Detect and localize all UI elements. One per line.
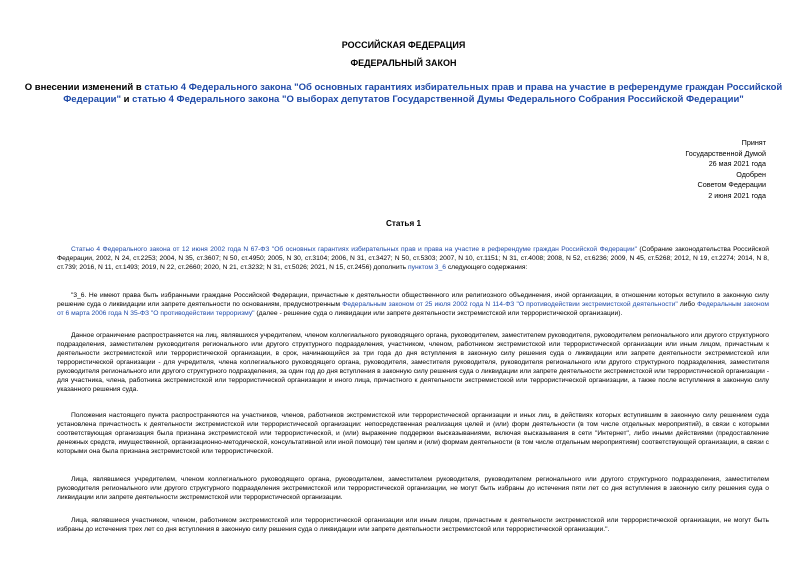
law-title [20, 82, 787, 106]
paragraph-2-tail: (далее - решение суда о ликвидации или запрете деятельности экстремистской или террористической организации). [254, 310, 623, 317]
article-paragraph-2 [57, 291, 769, 318]
article-paragraph-4 [57, 411, 769, 456]
article-paragraph-5 [57, 475, 769, 502]
country-heading: РОССИЙСКАЯ ФЕДЕРАЦИЯ [341, 40, 466, 50]
link-law-35fz[interactable]: Федеральным законом от 6 марта 2006 года N 35-ФЗ "О противодействии терроризму" [57, 301, 769, 317]
link-point-3-6[interactable]: пунктом 3_6 [407, 264, 446, 271]
title-text-1: О внесении изменений в [24, 82, 145, 93]
adoption-block [685, 138, 766, 201]
article-paragraph-1 [57, 245, 769, 272]
adopted-by: Государственной Думой [685, 148, 766, 158]
approved-by: Советом Федерации [697, 180, 766, 189]
article-paragraph-3 [57, 331, 769, 394]
paragraph-1-text: (Собрание законодательства Российской Федерации, 2002, N 24, ст.2253; 2004, N 35, ст.3607; N 50, ст.4950; 2005, N 30, ст.3104; 2006, N 31, ст.3427; N 50, ст.5303; 2007, N 10, ст.1151; N 31, ст.4008; 2008, N 52, ст.6236; 2009, N 45, ст.5268; 2012, N 19, ст.2274; 2014, N 8, ст.739; 2016, N 11, ст.1493; 2019, N 22, ст.2660; 2020, N 21, ст.3232; N 31, ст.5026; 2021, N 15, ст.2456) дополнить [57, 246, 769, 271]
approved-label: Одобрен [736, 169, 766, 179]
adopted-label: Принят [741, 138, 766, 147]
paragraph-1-tail: следующего содержания: [445, 264, 528, 271]
paragraph-3-text: Данное ограничение распространяется на лиц, являвшихся учредителем, членом коллегиального руководящего органа, руководителем, заместителем руководителя, руководителем регионального или другого структурного подразделения, заместителем руководителя регионального или другого структурного подразделения, участником, членом, работником экстремистской или террористической организации или иным лицом, причастным к деятельности экстремистской или террористической организации, в срок, начинающийся за три года до дня вступления в законную силу решения суда о ликвидации или запрете деятельности экстремистской или террористической организации - для учредителя, члена коллегиального руководящего органа, руководителя, заместителя руководителя, руководителя регионального или другого структурного подразделения, заместителя руководителя регионального или другого структурного подразделения, за один год до дня вступления в законную силу решения суда о ликвидации или запрете деятельности экстремистской или террористической организации - для участника, члена, работника экстремистской или террористической организации и иного лица, причастного к деятельности экстремистской или террористической организации, а также после вступления в законную силу указанного решения суда. [57, 332, 769, 393]
article-paragraph-6 [57, 516, 769, 534]
title-text-2: и [121, 94, 133, 105]
document-type-heading: ФЕДЕРАЛЬНЫЙ ЗАКОН [350, 58, 457, 68]
article-heading: Статья 1 [385, 219, 422, 228]
paragraph-2-text: "3_6. Не имеют права быть избранными граждане Российской Федерации, причастные к деятельности общественного или религиозного объединения, иной организации, в отношении которых вступило в законную силу решение суда о ликвидации или запрете деятельности по основаниям, предусмотренным [57, 292, 769, 308]
paragraph-6-text: Лица, являвшиеся участником, членом, работником экстремистской или террористической организации или иным лицом, причастным к деятельности экстремистской или террористической организации, не могут быть избраны до истечения трех лет со дня вступления в законную силу решения суда о ликвидации или запрете деятельности экстремистской или террористической организации.". [57, 517, 769, 533]
adopted-date: 26 мая 2021 года [708, 159, 766, 168]
title-link-article-4-67fz[interactable]: статью 4 Федерального закона "Об основных гарантиях избирательных прав и права на участие в референдуме граждан Российской Федерации" [63, 82, 783, 105]
paragraph-4-text: Положения настоящего пункта распространяются на участников, членов, работников экстремистской или террористической организации и иных лиц, в действиях которых вступившим в законную силу решением суда установлена причастность к деятельности экстремистской или террористической организации: непосредственная реализация целей и (или) форм деятельности (в том числе отдельных мероприятий), в связи с которыми соответствующая организация была признана экстремистской или террористической, и (или) выражение поддержки высказываниями, включая высказывания в сети "Интернет", либо иными действиями (предоставление денежных средств, имущественной, организационно-методической, консультативной или иной помощи) тем целям и (или) формам деятельности (в том числе отдельным мероприятиям) соответствующей организации, в связи с которыми она была признана экстремистской или террористической. [57, 412, 769, 455]
paragraph-5-text: Лица, являвшиеся учредителем, членом коллегиального руководящего органа, руководителем, заместителем руководителя, руководителем регионального или другого структурного подразделения, заместителем руководителя регионального или другого структурного подразделения экстремистской или террористической организации, не могут быть избраны до истечения пяти лет со дня вступления в законную силу решения суда о ликвидации или запрете деятельности экстремистской или террористической организации. [57, 476, 769, 501]
paragraph-2-mid: либо [677, 301, 698, 308]
link-law-114fz[interactable]: Федеральным законом от 25 июля 2002 года N 114-ФЗ "О противодействии экстремистской деятельности" [342, 301, 678, 308]
title-link-article-4-duma-elections[interactable]: статью 4 Федерального закона "О выборах депутатов Государственной Думы Федерального Собрания Российской Федерации" [132, 94, 744, 105]
approved-date: 2 июня 2021 года [708, 190, 766, 200]
link-article-4-67fz[interactable]: Статью 4 Федерального закона от 12 июня 2002 года N 67-ФЗ "Об основных гарантиях избирательных прав и права на участие в референдуме граждан Российской Федерации" [71, 246, 637, 253]
